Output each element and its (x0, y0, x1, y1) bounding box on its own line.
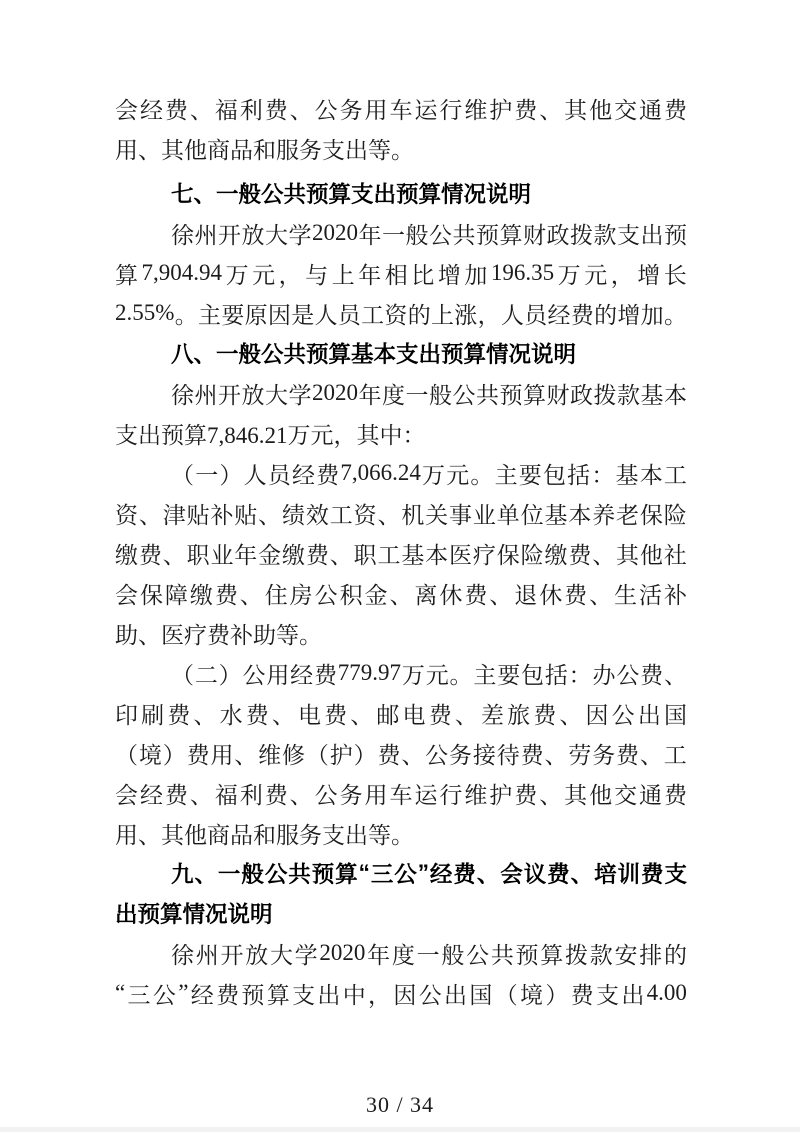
text-line: 用、其他商品和服务支出等。 (115, 822, 414, 848)
text-line: 资 、 津 贴 补 贴 、 绩 效 工 资 、 机 关 事 业 单 位 基 本 养 老 保 险 (115, 502, 687, 528)
heading-line: 七、一般公共预算支出预算情况说明 (171, 182, 532, 207)
text-line: （ 二 ） 公 用 经 费 779.97 万 元 。 主 要 包 括 ： 办 公 费 、 (171, 660, 687, 688)
page-bottom-edge (0, 1127, 800, 1132)
text-line: 徐 州 开 放 大 学 2020 年 一 般 公 共 预 算 财 政 拨 款 支 出 预 (171, 220, 687, 248)
heading-line: 出预算情况说明 (115, 902, 273, 927)
text-line: 会 保 障 缴 费 、 住 房 公 积 金 、 离 休 费 、 退 休 费 、 生 活 补 (115, 582, 687, 608)
text-line: 会 经 费 、 福 利 费 、 公 务 用 车 运 行 维 护 费 、 其 他 交 通 费 (115, 782, 687, 808)
text-line: 印 刷 费 、 水 费 、 电 费 、 邮 电 费 、 差 旅 费 、 因 公 出 国 (115, 702, 687, 728)
heading-line: 九 、 一 般 公 共 预 算 “ 三 公 ” 经 费 、 会 议 费 、 培 训 费 支 (171, 860, 687, 887)
text-line: 徐 州 开 放 大 学 2020 年 度 一 般 公 共 预 算 拨 款 安 排 的 (171, 940, 687, 968)
text-line: 2.55% 。 主 要 原 因 是 人 员 工 资 的 上 涨 ， 人 员 经 费 的 增 加 。 (115, 300, 687, 328)
text-line: 会 经 费 、 福 利 费 、 公 务 用 车 运 行 维 护 费 、 其 他 交 通 费 (115, 97, 687, 123)
text-line: 算 7,904.94 万 元 ， 与 上 年 相 比 增 加 196.35 万 元 ， 增 长 (115, 260, 687, 288)
text-line: （ 一 ） 人 员 经 费 7,066.24 万 元 。 主 要 包 括 ： 基 本 工 (171, 460, 687, 488)
page-number: 30 / 34 (365, 1092, 435, 1117)
text-line: 支出预算7,846.21万元，其中： (115, 422, 426, 448)
text-line: 徐 州 开 放 大 学 2020 年 度 一 般 公 共 预 算 财 政 拨 款 基 本 (171, 380, 687, 408)
text-line: “ 三 公 ” 经 费 预 算 支 出 中 ， 因 公 出 国 （ 境 ） 费 支 出 4.00 (115, 980, 687, 1008)
text-line: 缴 费 、 职 业 年 金 缴 费 、 职 工 基 本 医 疗 保 险 缴 费 、 其 他 社 (115, 542, 687, 568)
text-line: （ 境 ） 费 用 、 维 修 （ 护 ） 费 、 公 务 接 待 费 、 劳 务 费 、 工 (115, 742, 687, 768)
text-line: 助、医疗费补助等。 (115, 622, 322, 648)
heading-line: 八、一般公共预算基本支出预算情况说明 (171, 342, 577, 367)
text-area (115, 88, 687, 1013)
text-line: 用、其他商品和服务支出等。 (115, 137, 414, 163)
